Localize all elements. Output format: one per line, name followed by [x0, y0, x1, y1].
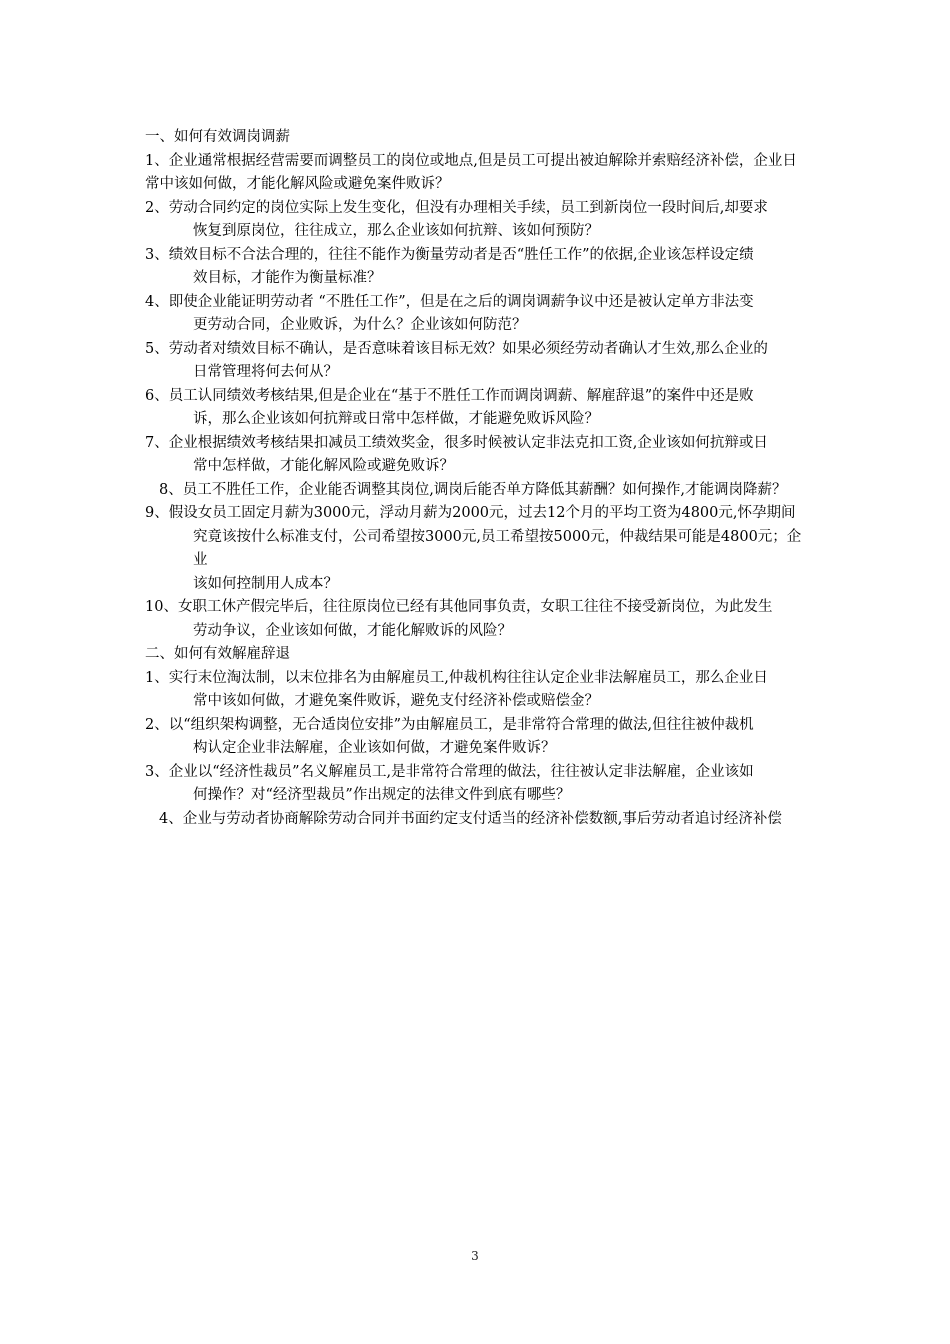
document-line: 恢复到原岗位，往往成立，那么企业该如何抗辩、该如何预防？ — [193, 223, 599, 239]
document-line: 1、实行末位淘汰制，以末位排名为由解雇员工,仲裁机构往往认定企业非法解雇员工，那么企业日 — [145, 669, 768, 686]
document-line: 8、员工不胜任工作，企业能否调整其岗位,调岗后能否单方降低其薪酬？如何操作,才能调岗降薪？ — [159, 481, 787, 498]
document-line: 更劳动合同，企业败诉，为什么？企业该如何防范？ — [193, 317, 527, 333]
document-line: 究竟该按什么标准支付，公司希望按3000元,员工希望按5000元，仲裁结果可能是4800元；企业 — [193, 528, 802, 568]
document-line: 3、企业以“经济性裁员”名义解雇员工,是非常符合常理的做法，往往被认定非法解雇，企业该如 — [145, 763, 754, 780]
document-line: 3、绩效目标不合法合理的，往往不能作为衡量劳动者是否“胜任工作”的依据,企业该怎样设定绩 — [145, 246, 754, 263]
document-line: 6、员工认同绩效考核结果,但是企业在“基于不胜任工作而调岗调薪、解雇辞退”的案件中还是败 — [145, 387, 754, 404]
document-line: 效目标，才能作为衡量标准？ — [193, 270, 382, 286]
document-line: 一、如何有效调岗调薪 — [145, 129, 290, 145]
document-body — [145, 126, 810, 831]
document-line: 常中该如何做，才避免案件败诉，避免支付经济补偿或赔偿金？ — [193, 693, 599, 709]
document-line: 日常管理将何去何从？ — [193, 364, 338, 380]
document-line: 诉，那么企业该如何抗辩或日常中怎样做，才能避免败诉风险？ — [193, 411, 599, 427]
document-line: 5、劳动者对绩效目标不确认，是否意味着该目标无效？如果必须经劳动者确认才生效,那么企业的 — [145, 340, 768, 357]
document-line: 劳动争议，企业该如何做，才能化解败诉的风险？ — [193, 622, 512, 639]
document-line: 4、即使企业能证明劳动者 “不胜任工作”，但是在之后的调岗调薪争议中还是被认定单方非法变 — [145, 293, 754, 310]
document-line: 7、企业根据绩效考核结果扣减员工绩效奖金，很多时候被认定非法克扣工资,企业该如何抗辩或日 — [145, 434, 768, 451]
document-line: 二、如何有效解雇辞退 — [145, 646, 290, 662]
document-line: 常中怎样做，才能化解风险或避免败诉？ — [193, 458, 454, 474]
document-line: 2、劳动合同约定的岗位实际上发生变化，但没有办理相关手续，员工到新岗位一段时间后,却要求 — [145, 199, 768, 216]
document-line: 2、以“组织架构调整，无合适岗位安排”为由解雇员工，是非常符合常理的做法,但往往被仲裁机 — [145, 716, 754, 733]
page-number: 3 — [471, 1249, 479, 1263]
document-line: 4、企业与劳动者协商解除劳动合同并书面约定支付适当的经济补偿数额,事后劳动者追讨经济补偿 — [159, 810, 782, 827]
document-line: 构认定企业非法解雇，企业该如何做，才避免案件败诉？ — [193, 740, 556, 756]
document-line: 9、假设女员工固定月薪为3000元，浮动月薪为2000元，过去12个月的平均工资为4800元,怀孕期间 — [145, 505, 796, 521]
document-line: 10、女职工休产假完毕后，往往原岗位已经有其他同事负责，女职工往往不接受新岗位，为此发生 — [145, 599, 773, 615]
document-line: 1、企业通常根据经营需要而调整员工的岗位或地点,但是员工可提出被迫解除并索赔经济补偿，企业日常中该如何做，才能化解风险或避免案件败诉？ — [145, 152, 797, 192]
document-line: 该如何控制用人成本？ — [193, 575, 338, 592]
document-line: 何操作？对“经济型裁员”作出规定的法律文件到底有哪些？ — [193, 787, 571, 803]
